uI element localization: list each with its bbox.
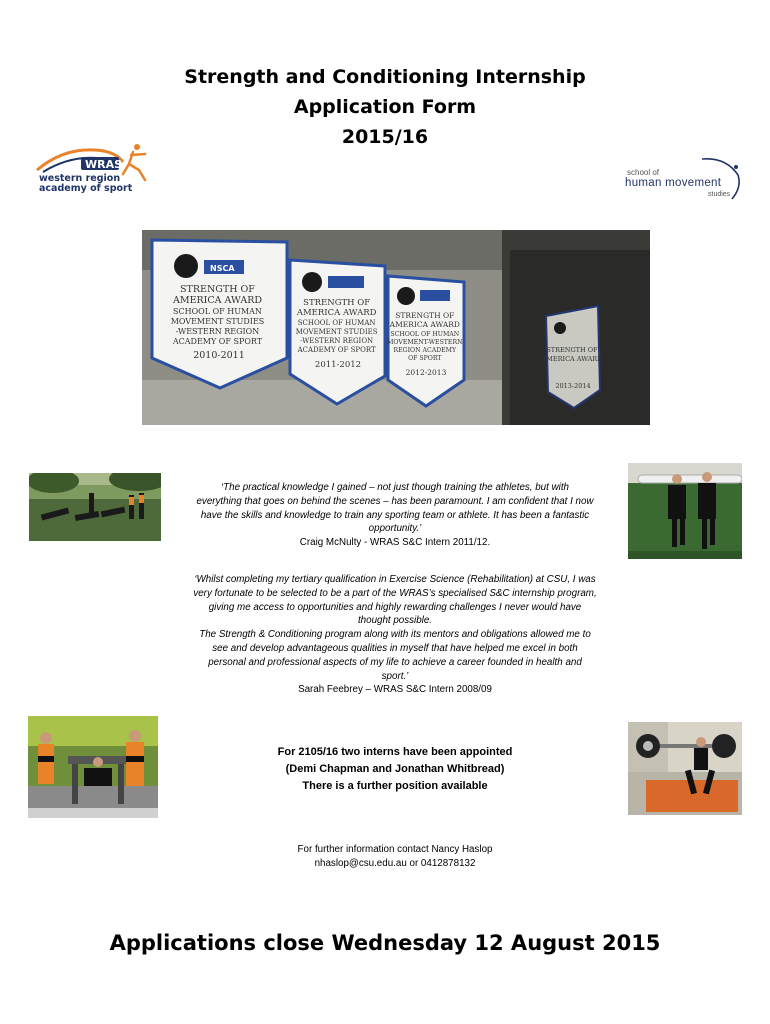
testimonial-2-attribution: Sarah Feebrey – WRAS S&C Intern 2008/09 bbox=[298, 684, 492, 696]
testimonial-2-line: personal and professional aspects of my life to achieve a career founded in health and bbox=[208, 656, 582, 668]
contact-line: nhaslop@csu.edu.au or 0412878132 bbox=[314, 858, 476, 869]
weightlifting-photo bbox=[628, 722, 742, 815]
banner-3-line: AMERICA AWARD bbox=[389, 320, 460, 329]
hms-small-text: school of bbox=[627, 168, 660, 177]
banner-3-line: MOVEMENT-WESTERN bbox=[387, 339, 463, 346]
banner-1-line: -WESTERN REGION bbox=[175, 327, 260, 336]
athletes-carrying-photo bbox=[628, 463, 742, 559]
testimonial-1-line: ‘The practical knowledge I gained – not just though training the athletes, but with bbox=[220, 482, 569, 493]
testimonial-2-line: see and develop advantageous qualities in myself that have helped me excel in both bbox=[212, 642, 578, 654]
athletes-field-photo bbox=[29, 473, 161, 541]
wras-line-1: western region bbox=[39, 173, 121, 184]
banner-2-line: AMERICA AWARD bbox=[296, 308, 377, 318]
notice-line: There is a further position available bbox=[302, 780, 488, 792]
banner-1-line: ACADEMY OF SPORT bbox=[172, 337, 263, 346]
contact-info bbox=[168, 843, 622, 871]
testimonial-1 bbox=[168, 481, 622, 550]
banner-1-line: STRENGTH OF bbox=[180, 284, 255, 295]
banner-2-line: 2011-2012 bbox=[314, 360, 362, 370]
wras-logo bbox=[33, 140, 158, 202]
banner-2-line: STRENGTH OF bbox=[303, 298, 371, 308]
testimonial-2-line: ‘Whilst completing my tertiary qualification in Exercise Science (Rehabilitation) at CSU, I was bbox=[194, 574, 596, 585]
banner-3-line: SCHOOL OF HUMAN bbox=[390, 331, 460, 338]
banner-2-line: SCHOOL OF HUMAN bbox=[297, 319, 376, 327]
banner-4-line: STRENGTH OF bbox=[546, 346, 598, 354]
banner-2-line: MOVEMENT STUDIES bbox=[295, 328, 378, 336]
banner-3-line: 2012-2013 bbox=[405, 368, 447, 377]
testimonial-2-line: very fortunate to be selected to be a part of the WRAS’s specialised S&C internship program, bbox=[193, 587, 597, 599]
testimonial-1-line: opportunity.’ bbox=[368, 523, 422, 535]
banner-4-line: AMERICA AWARD bbox=[541, 355, 603, 363]
wras-mark-text: WRAS bbox=[85, 158, 123, 171]
contact-line: For further information contact Nancy Haslop bbox=[297, 844, 493, 855]
hms-logo bbox=[622, 155, 747, 205]
wras-line-2: academy of sport bbox=[39, 183, 133, 194]
title-line-1: Strength and Conditioning Internship bbox=[184, 66, 586, 88]
banner-1-nsca: NSCA bbox=[210, 264, 235, 273]
testimonial-1-line: everything that goes on behind the scenes – has been paramount. I am confident that I now bbox=[196, 495, 594, 507]
testimonial-1-attribution: Craig McNulty - WRAS S&C Intern 2011/12. bbox=[299, 537, 491, 549]
banner-1-line: AMERICA AWARD bbox=[172, 295, 262, 306]
banner-1-line: 2010-2011 bbox=[193, 350, 245, 361]
testimonial-2 bbox=[168, 573, 622, 697]
testimonial-2-line: giving me access to opportunities and highly rewarding challenges I never would have bbox=[208, 601, 582, 613]
testimonial-2-line: thought possible. bbox=[357, 615, 433, 627]
banner-1-line: MOVEMENT STUDIES bbox=[170, 317, 265, 326]
banner-1-line: SCHOOL OF HUMAN bbox=[173, 307, 262, 316]
banner-2-line: ACADEMY OF SPORT bbox=[297, 346, 376, 354]
testimonial-1-line: have the skills and knowledge to train any sporting team or athlete. It has been a fantastic bbox=[200, 509, 590, 521]
hms-main-text: human movement bbox=[625, 177, 722, 189]
testimonial-2-line: The Strength & Conditioning program along with its mentors and obligations allowed me to bbox=[199, 629, 591, 641]
banner-4-line: 2013-2014 bbox=[555, 382, 591, 390]
title-line-3: 2015/16 bbox=[341, 126, 429, 148]
notice-line: For 2105/16 two interns have been appointed bbox=[277, 746, 513, 758]
banner-2-line: -WESTERN REGION bbox=[300, 337, 374, 345]
intern-notice bbox=[168, 744, 622, 795]
closing-date-heading: Applications close Wednesday 12 August 2015 bbox=[109, 931, 661, 955]
hms-sub-text: studies bbox=[708, 191, 731, 198]
banner-3-line: STRENGTH OF bbox=[395, 311, 455, 320]
banner-3-line: REGION ACADEMY bbox=[393, 347, 457, 354]
testimonial-2-line: sport.’ bbox=[381, 670, 409, 682]
banner-3-line: OF SPORT bbox=[408, 355, 442, 362]
notice-line: (Demi Chapman and Jonathan Whitbread) bbox=[285, 763, 505, 775]
gym-training-photo bbox=[28, 716, 158, 818]
award-banners-photo bbox=[142, 230, 650, 425]
title-line-2: Application Form bbox=[293, 96, 477, 118]
